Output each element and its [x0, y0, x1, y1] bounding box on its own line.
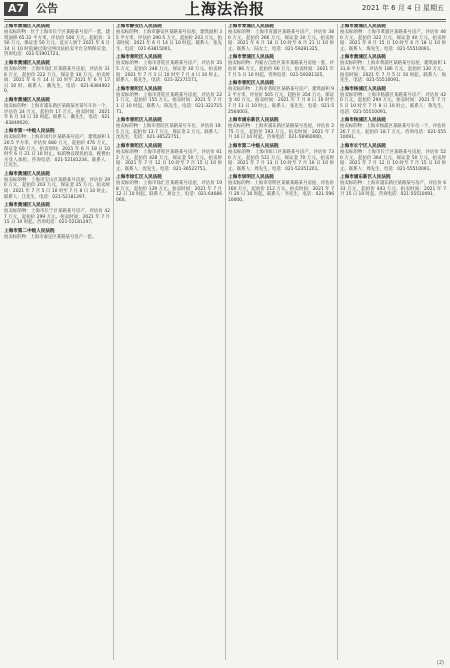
- court-notice: [4, 172, 110, 200]
- court-notice: [4, 24, 110, 58]
- header-rule: [4, 19, 446, 20]
- court-notice: [340, 118, 446, 141]
- notice-body: 拍卖标的物：上海市青浦区某路某号房产，评估价 380 万元，起拍价 266 万元，保证金 30 万元。拍卖时间：2021 年 6 月 18 日 10 时至 6 月 21 日 10 时止。联系人：陆女士，电话：021-59281325。: [228, 30, 334, 52]
- notice-body: 拍卖标的物：上海市闵行区某路某号房产，建筑面积 120.5 平方米，评估价 680 万元，起拍价 476 万元，保证金 60 万元。拍卖时间：2021 年 6 月 18 日 10 时至 6 月 21 日 10 时止。标的物以现状拍卖，税费由买受人承担。咨询电话：021-52181234。联系人：江先生。: [4, 135, 110, 169]
- notice-title: 上海市徐汇区人民法院: [116, 175, 162, 181]
- court-notice: [116, 24, 222, 52]
- notice-title: 上海市普陀区人民法院: [116, 55, 162, 61]
- notice-body: 拍卖标的物：上海市静安区某路某号房屋，建筑面积 35 平方米，评估价 290.5 万元，起拍价 203 万元。拍卖时间：2021 年 6 月 14 日 10 时起。联系人：张先生，电话：021-63815001。: [116, 30, 222, 52]
- notice-body: 拍卖标的物：上海市杨浦区某路某号车位一个，评估价 26.7 万元，起拍价 18.7 万元。咨询电话：021-55510091。: [340, 124, 446, 141]
- notice-title: 上海市第一中级人民法院: [4, 129, 55, 135]
- column-divider: [113, 24, 114, 660]
- court-notice: [228, 81, 334, 115]
- notice-title: 上海市静安区人民法院: [116, 24, 162, 29]
- header-rule-thin: [4, 21, 446, 22]
- court-notice: [340, 24, 446, 52]
- notice-body: 拍卖标的物：上海市浦东新区某路某号房屋，评估价 275 万元，起拍价 193 万元。拍卖时间：2021 年 7 月 10 日 10 时起。咨询电话：021-58960000。: [228, 124, 334, 141]
- section-title: 公告: [36, 2, 58, 15]
- court-notice: [228, 175, 334, 203]
- court-notice: [4, 129, 110, 169]
- notice-body: 拍卖标的物：上海市浦东新区某路某号房产，评估价 633 万元，起拍价 443 万元。拍卖时间：2021 年 7 月 15 日 10 时起。咨询电话：021-55510091。: [340, 181, 446, 198]
- notice-title: 上海市长宁区人民法院: [340, 143, 386, 149]
- masthead: 上海法治报: [184, 0, 265, 18]
- notice-body: 拍卖标的物：上海市徐汇区某路某号房屋，评估价 198 万元，起拍价 139 万元。拍卖时间：2021 年 7 月 12 日 10 时起。联系人：刘女士，电话：021-64686060。: [116, 181, 222, 204]
- notice-title: 上海市黄浦区人民法院: [4, 203, 50, 209]
- court-notice: [116, 87, 222, 115]
- page-tag: A7: [4, 2, 28, 16]
- court-notice: [340, 55, 446, 83]
- court-notice: [4, 203, 110, 226]
- notice-body: 拍卖标的物：上海市嘉定区某路某号房产一套。: [4, 235, 97, 241]
- notice-body: 拍卖标的物：上海市普陀区某路某号车位，评估价 19.5 万元，起拍价 13.7 万元，保证金 2 万元。联系人：沈先生，电话：021-36522751。: [116, 124, 222, 141]
- notice-title: 上海市普陀区人民法院: [116, 143, 162, 149]
- notice-title: 上海市第二中级人民法院: [228, 143, 279, 149]
- notice-body: 拍卖标的物：上海市宝山区某路某号房屋，评估价 290 万元，起拍价 203 万元，保证金 25 万元。拍卖时间：2021 年 7 月 5 日 10 时至 7 月 8 日 10 时止。联系人：江先生，电话：021-52181297。: [4, 177, 110, 200]
- notice-title: 上海市崇明区人民法院: [228, 175, 274, 181]
- notice-body: 拍卖标的物：上海市长宁区某路某号房产，评估价 427 万元，起拍价 299 万元。拍卖时间：2021 年 7 月 15 日 10 时起。咨询电话：021-52181297。: [4, 209, 110, 226]
- column-divider: [225, 24, 226, 660]
- notice-title: 上海市黄浦区人民法院: [4, 97, 50, 103]
- notice-title: 上海市青浦区人民法院: [228, 55, 274, 61]
- court-notice: [228, 55, 334, 78]
- court-notice: [228, 118, 334, 141]
- notice-body: 拍卖标的物：上海市崇明区某镇某路某号房屋，评估价 160 万元，起拍价 112 万元。拍卖时间：2021 年 7 月 20 日 10 时起。联系人：李先生，电话：021-59610000。: [228, 181, 334, 204]
- page-header: [0, 0, 450, 22]
- notice-columns: [4, 24, 446, 660]
- notice-title: 上海市第二中级人民法院: [4, 229, 55, 235]
- notice-body: 拍卖标的物：上海市杨浦区某路某号房产，评估价 420 万元，起拍价 294 万元。拍卖时间：2021 年 7 月 5 日 10 时至 7 月 8 日 10 时止。联系人：鲁先生，电话：021-55510091。: [340, 92, 446, 115]
- notice-title: 上海市黄浦区人民法院: [4, 24, 50, 29]
- notice-title: 上海市青浦区人民法院: [228, 24, 274, 29]
- notice-title: 上海市浦东新区人民法院: [340, 175, 391, 181]
- notice-title: 上海市杨浦区人民法院: [340, 118, 386, 124]
- notice-title: 上海市普陀区人民法院: [228, 81, 274, 87]
- notice-body: 拍卖标的物：上海市徐汇区某路某号房屋，评估价 318 万元，起拍价 222 万元，保证金 30 万元。拍卖时间：2021 年 6 月 14 日 10 时至 2021 年 6 月 17 日 10 时。联系人：戴先生，电话：021-63849020。: [4, 66, 110, 95]
- notice-column: [116, 24, 222, 660]
- court-notice: [340, 175, 446, 198]
- court-notice: [116, 144, 222, 172]
- notice-body: 拍卖标的物：上海市黄浦区某路某号房屋，建筑面积 131.8 平方米，评估价 186 万元，起拍价 130 万元。拍卖时间：2021 年 7 月 5 日 10 时起。联系人：海先生，电话：021-55510091。: [340, 61, 446, 84]
- court-notice: [4, 229, 110, 241]
- court-notice: [4, 98, 110, 126]
- court-notice: [340, 144, 446, 172]
- notice-column: [228, 24, 334, 660]
- notice-body: 拍卖标的物：上海市普陀区某路某号房产，建筑面积 92 平方米，评估价 505 万元，起拍价 354 万元，保证金 40 万元。拍卖时间：2021 年 7 月 8 日 10 时至 7 月 11 日 10 时止。联系人：张先生，电话：021-52564003。: [228, 87, 334, 115]
- notice-title: 上海市黄浦区人民法院: [340, 55, 386, 61]
- issue-date: 2021 年 6 月 4 日 星期五: [361, 4, 444, 12]
- court-notice: [340, 87, 446, 115]
- notice-body: 拍卖标的物：位于上海市长宁区某路某号房产一套，建筑面积 65.32 平方米，评估价 500 万元。起拍价：350 万元，保证金 50 万元。竞买人须于 2021 年 6 月 14 日 10 时前通过淘宝网司法拍卖平台交纳保证金。咨询电话：021-51901723。: [4, 30, 110, 58]
- notice-body: 拍卖标的物：内蒙古自治区某市某路某号房屋一套，评估价 86 万元，起拍价 60 万元。拍卖时间：2021 年 7 月 5 日 10 时起。咨询电话：021-59281325。: [228, 61, 334, 78]
- notice-title: 上海市黄浦区人民法院: [4, 60, 50, 66]
- court-notice: [4, 61, 110, 95]
- notice-body: 拍卖标的物：上海市普陀区某路某号房屋，评估价 221 万元，起拍价 155 万元。拍卖时间：2021 年 7 月 1 日 10 时起。联系人：陈先生，电话：021-32271571。: [116, 92, 222, 115]
- notice-body: 拍卖标的物：上海市普陀区某路某号房产，评估价 355 万元，起拍价 248 万元，保证金 30 万元。拍卖时间：2021 年 7 月 1 日 10 时至 7 月 4 日 10 时止。联系人：陈先生，电话：021-32271571。: [116, 61, 222, 84]
- court-notice: [228, 24, 334, 52]
- notice-title: 上海市普陀区人民法院: [116, 86, 162, 92]
- notice-body: 拍卖标的物：上海市长宁区某路某号房屋，评估价 520 万元，起拍价 364 万元，保证金 50 万元。拍卖时间：2021 年 7 月 12 日 10 时至 7 月 15 日 10 时止。联系人：周先生，电话：021-55510091。: [340, 149, 446, 172]
- notice-column: [340, 24, 446, 660]
- notice-body: 拍卖标的物：上海市虹口区某路某号房产，评估价 730 万元，起拍价 511 万元，保证金 70 万元。拍卖时间：2021 年 7 月 13 日 10 时至 7 月 16 日 10 时止。联系人：周先生，电话：021-52351201。: [228, 149, 334, 172]
- notice-column: [4, 24, 110, 660]
- notice-body: 拍卖标的物：上海市黄浦区某路某号房产，评估价 460 万元，起拍价 322 万元，保证金 40 万元。拍卖时间：2021 年 6 月 15 日 10 时至 6 月 18 日 10 时止。联系人：海先生，电话：021-55510091。: [340, 30, 446, 52]
- notice-title: 上海市黄浦区人民法院: [340, 24, 386, 29]
- court-notice: [228, 144, 334, 172]
- notice-body: 拍卖标的物：上海市浦东新区某路某弄某号车位一个，评估价 24 万元，起拍价 17 万元。拍卖时间：2021 年 6 月 14 日 10 时起。联系人：戴先生，电话：021-63849020。: [4, 103, 110, 126]
- column-divider: [337, 24, 338, 660]
- notice-title: 上海市黄浦区人民法院: [4, 171, 50, 177]
- court-notice: [116, 55, 222, 83]
- page-footer: (2): [436, 660, 444, 666]
- notice-title: 上海市杨浦区人民法院: [340, 86, 386, 92]
- court-notice: [116, 175, 222, 203]
- notice-title: 上海市普陀区人民法院: [116, 118, 162, 124]
- notice-body: 拍卖标的物：上海市普陀区某路某号房产，评估价 612 万元，起拍价 428 万元，保证金 50 万元。拍卖时间：2021 年 7 月 12 日 10 时至 7 月 15 日 10 时止。联系人：沈先生，电话：021-36522751。: [116, 149, 222, 172]
- notice-title: 上海市浦东新区人民法院: [228, 118, 279, 124]
- court-notice: [116, 118, 222, 141]
